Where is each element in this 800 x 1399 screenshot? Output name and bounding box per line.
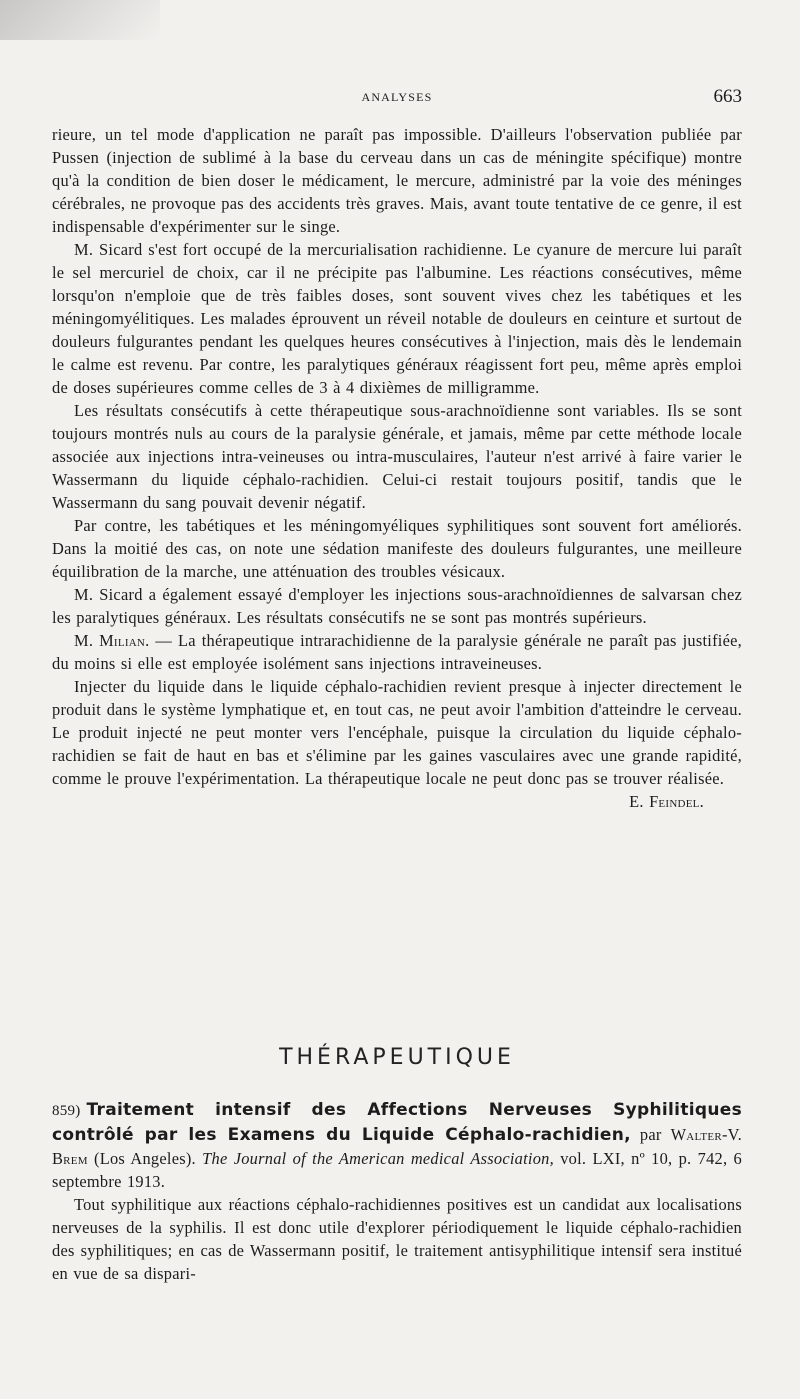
paragraph-continuation: rieure, un tel mode d'application ne paraît pas impossible. D'ailleurs l'observation publiée par Pussen (injection de sublimé à la base du cerveau dans un cas de méningite spécifique) montre qu'à la condition de bien doser le médicament, le mercure, administré par la voie des méninges cérébrales, ne provoque pas des accidents très graves. Mais, avant toute tentative de ce genre, il est indispensable d'expérimenter sur le singe.	[52, 125, 742, 236]
running-title: ANALYSES	[361, 90, 433, 104]
paragraph-tabetics: Par contre, les tabétiques et les méningomyéliques syphilitiques sont souvent fort améliorés. Dans la moitié des cas, on note une sédation manifeste des douleurs fulgurantes, une meilleure équilibration de la marche, une atténuation des troubles vésicaux.	[52, 516, 742, 581]
analysis-text	[52, 123, 742, 813]
milian-text: . — La thérapeutique intrarachidienne de la paralysie générale ne paraît pas justifiée, du moins si elle est employée isolément sans injections intraveineuses.	[52, 631, 742, 673]
paragraph-injection	[52, 675, 742, 790]
article-body: Tout syphilitique aux réactions céphalo-rachidiennes positives est un candidat aux localisations nerveuses de la syphilis. Il est donc utile d'explorer périodiquement le liquide céphalo-rachidien des syphilitiques; en cas de Wassermann positif, le traitement antisyphilitique intensif sera institué en vue de sa dispari-	[52, 1195, 742, 1283]
article-859	[52, 1098, 742, 1285]
paragraph-results: Les résultats consécutifs à cette thérapeutique sous-arachnoïdienne sont variables. Ils se sont toujours montrés nuls au cours de la paralysie générale, et jamais, même par cette méthode locale associée aux injections intra-veineuses ou intra-musculaires, l'auteur n'est arrivé à faire varier le Wassermann du liquide céphalo-rachidien. Celui-ci restait toujours positif, tandis que le Wassermann du sang pouvait devenir négatif.	[52, 401, 742, 512]
article-number: 859)	[52, 1103, 81, 1119]
section-heading: THÉRAPEUTIQUE	[279, 1045, 515, 1070]
signature: E. Feindel.	[629, 792, 704, 811]
paragraph-milian	[52, 629, 742, 675]
running-head	[52, 88, 742, 110]
article-reference: vol. LXI, nº 10, p. 742, 6 septembre 1913.	[52, 1149, 742, 1191]
article-journal: The Journal of the American medical Association,	[202, 1149, 554, 1168]
article-place: (Los Angeles).	[87, 1149, 203, 1168]
article-by: par	[630, 1125, 671, 1144]
page-number: 663	[713, 86, 742, 107]
injection-text: Injecter du liquide dans le liquide céphalo-rachidien revient presque à injecter directement le produit dans le système lymphatique et, en tout cas, ne peut avoir l'ambition d'atteindre le cerveau. Le produit injecté ne peut monter vers l'encéphale, puisque la circulation du liquide céphalo-rachidien se fait de haut en bas et s'élimine par les gaines vasculaires avec une grande rapidité, comme le prouve l'expérimentation. La thérapeutique locale ne peut donc pas se trouver réalisée.	[52, 677, 742, 788]
signature-line	[52, 790, 742, 813]
milian-name: Milian	[99, 631, 146, 650]
article-authors: Walter-V. Brem	[52, 1125, 742, 1168]
article-header	[52, 1098, 742, 1193]
paragraph-sicard-mercurialisation: M. Sicard s'est fort occupé de la mercurialisation rachidienne. Le cyanure de mercure lui paraît le sel mercuriel de choix, car il ne précipite pas l'albumine. Les réactions consécutives, même lorsqu'on n'emploie que de très faibles doses, sont souvent vives chez les tabétiques et les méningomyélitiques. Les malades éprouvent un réveil notable de douleurs en ceinture et surtout de douleurs fulgurantes pendant les quelques heures consécutives à l'injection, mais dès le lendemain le calme est revenu. Par contre, les paralytiques généraux réagissent fort peu, même après emploi de doses supérieures comme celles de 3 à 4 dixièmes de milligramme.	[52, 240, 742, 397]
milian-prefix: M.	[74, 631, 100, 650]
article-title: Traitement intensif des Affections Nerveuses Syphilitiques contrôlé par les Examens du Liquide Céphalo-rachidien,	[52, 1100, 742, 1145]
scan-artifact	[0, 0, 160, 40]
paragraph-salvarsan: M. Sicard a également essayé d'employer les injections sous-arachnoïdiennes de salvarsan chez les paralytiques généraux. Les résultats consécutifs ne se sont pas montrés supérieurs.	[52, 585, 742, 627]
